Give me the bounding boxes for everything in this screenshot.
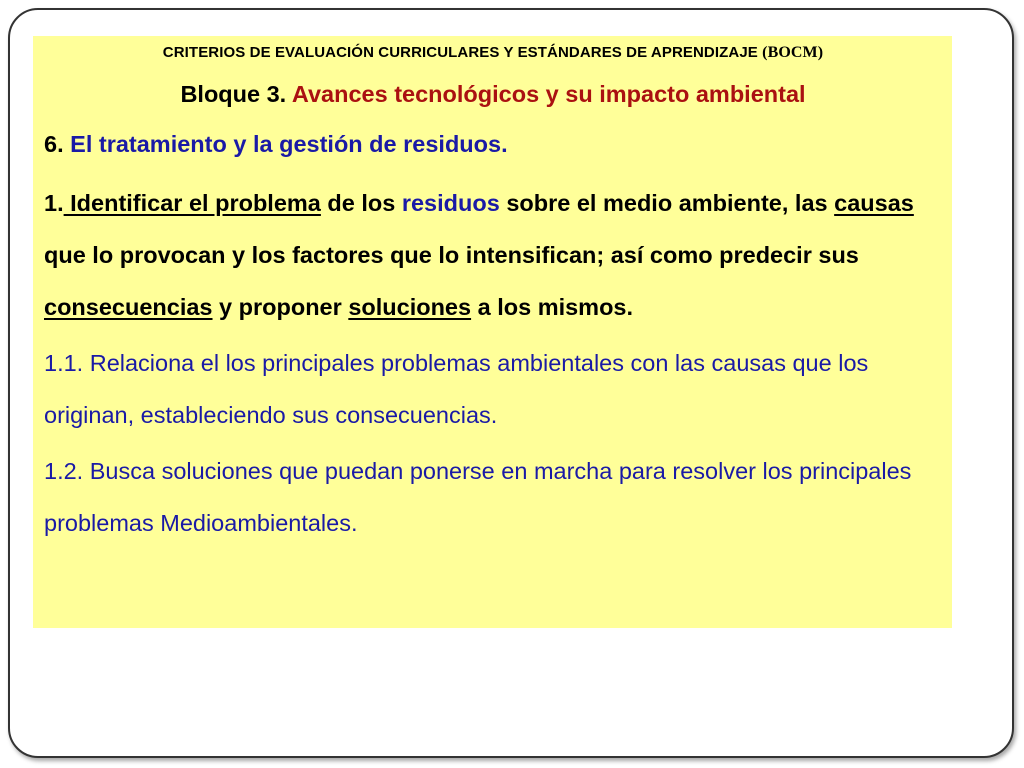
criterion-text-3: que lo provocan y los factores que lo intensifican; así como predecir sus <box>44 242 859 268</box>
standard-1-1: 1.1. Relaciona el los principales problemas ambientales con las causas que los originan, estableciendo sus consecuencias. <box>44 350 869 428</box>
block-name: Avances tecnológicos y su impacto ambiental <box>291 81 806 107</box>
criterion-causas: causas <box>834 190 914 216</box>
standard-1-2: 1.2. Busca soluciones que puedan ponerse en marcha para resolver los principales problemas Medioambientales. <box>44 458 912 536</box>
criterion-identify: Identificar el problema <box>63 190 321 216</box>
section-title <box>44 129 942 159</box>
criterion-consecuencias: consecuencias <box>44 294 213 320</box>
content-panel <box>33 36 952 628</box>
block-title <box>44 79 942 109</box>
criterion-residuos: residuos <box>401 190 500 216</box>
section-name: El tratamiento y la gestión de residuos. <box>70 131 508 157</box>
block-label: Bloque 3. <box>180 81 287 107</box>
header-title-text: CRITERIOS DE EVALUACIÓN CURRICULARES Y ESTÁNDARES DE APRENDIZAJE <box>162 44 758 61</box>
criterion-text-5: a los mismos. <box>471 294 634 320</box>
criterion-text-2: sobre el medio ambiente, las <box>499 190 835 216</box>
criterion-number: 1. <box>44 190 64 216</box>
criterion-text-4: y proponer <box>212 294 349 320</box>
criterion-text-1: de los <box>320 190 402 216</box>
header-source: (BOCM) <box>762 44 824 61</box>
criterion-soluciones: soluciones <box>348 294 472 320</box>
section-number: 6. <box>44 131 64 157</box>
header-title <box>44 43 942 63</box>
criterion-paragraph <box>44 177 942 333</box>
